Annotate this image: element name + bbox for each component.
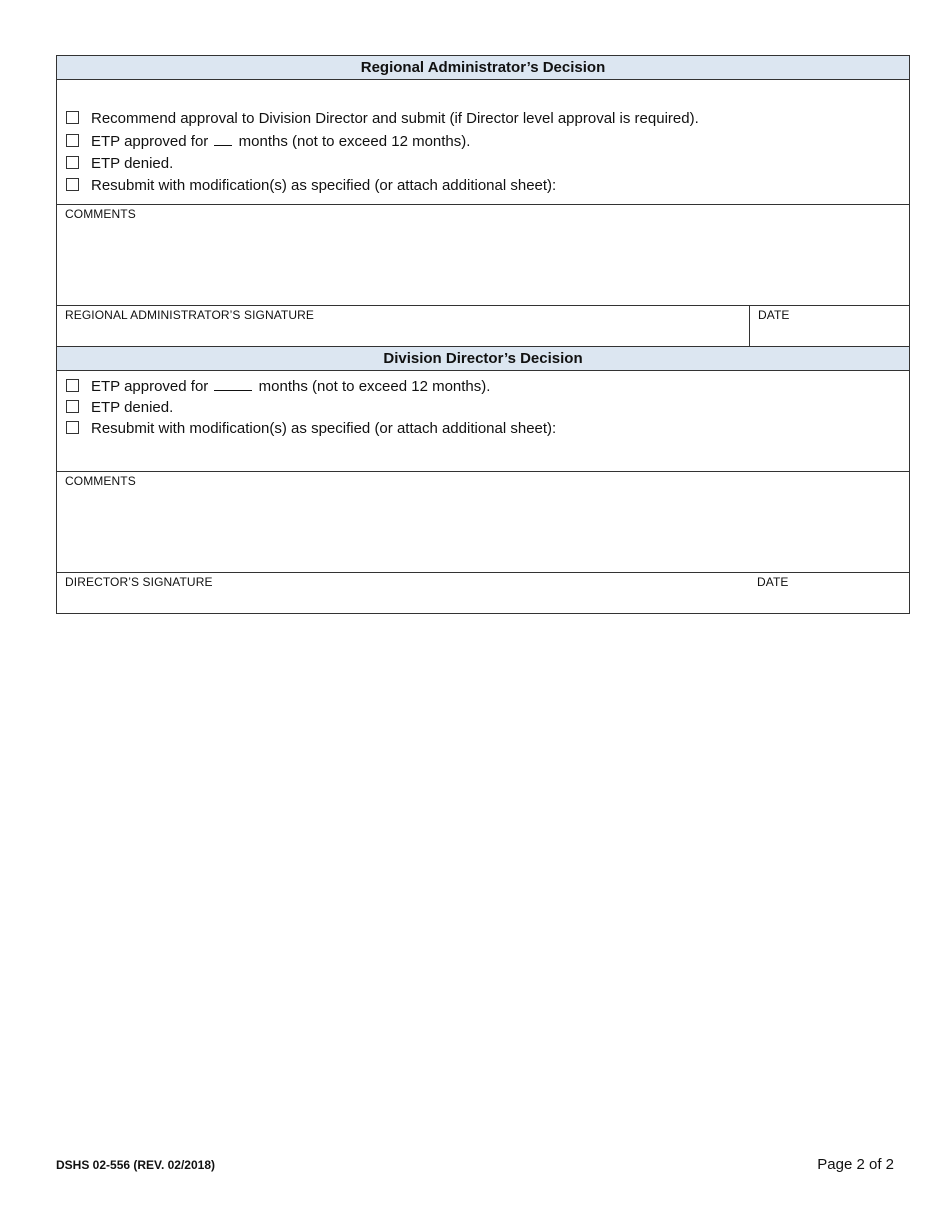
regional-signature-label: REGIONAL ADMINISTRATOR’S SIGNATURE [65, 308, 314, 322]
regional-options [57, 80, 909, 205]
director-decision-header: Division Director’s Decision [57, 347, 909, 371]
regional-option-denied [66, 153, 173, 174]
director-approved-suffix: months (not to exceed 12 months). [258, 378, 491, 395]
director-resubmit-label: Resubmit with modification(s) as specified (or attach additional sheet): [91, 420, 557, 437]
director-date-field[interactable] [749, 573, 909, 613]
regional-resubmit-label: Resubmit with modification(s) as specified (or attach additional sheet): [91, 177, 557, 194]
director-months-field[interactable] [214, 377, 252, 391]
regional-decision-header: Regional Administrator’s Decision [57, 56, 909, 80]
regional-denied-checkbox[interactable] [66, 156, 79, 169]
regional-signature-field[interactable] [57, 306, 749, 346]
director-options [57, 371, 909, 472]
regional-approved-checkbox[interactable] [66, 134, 79, 147]
regional-option-resubmit [66, 175, 556, 196]
regional-signature-row [57, 306, 909, 347]
regional-comments-label: COMMENTS [65, 207, 136, 221]
director-signature-label: DIRECTOR’S SIGNATURE [65, 575, 213, 589]
director-option-denied [66, 397, 173, 418]
page-number: Page 2 of 2 [817, 1156, 894, 1173]
director-date-label: DATE [757, 575, 789, 589]
regional-recommend-checkbox[interactable] [66, 111, 79, 124]
regional-date-field[interactable] [749, 306, 909, 346]
director-signature-row [57, 573, 909, 613]
regional-approved-prefix: ETP approved for [91, 133, 209, 150]
decision-form [56, 55, 910, 614]
director-denied-label: ETP denied. [91, 399, 174, 416]
regional-months-field[interactable] [214, 132, 232, 146]
regional-approved-suffix: months (not to exceed 12 months). [238, 133, 471, 150]
form-id: DSHS 02-556 (REV. 02/2018) [56, 1158, 215, 1172]
regional-option-recommend [66, 108, 699, 129]
director-denied-checkbox[interactable] [66, 400, 79, 413]
director-option-resubmit [66, 418, 556, 439]
director-approved-prefix: ETP approved for [91, 378, 209, 395]
regional-resubmit-checkbox[interactable] [66, 178, 79, 191]
regional-comments-field[interactable] [57, 205, 909, 306]
director-approved-checkbox[interactable] [66, 379, 79, 392]
director-resubmit-checkbox[interactable] [66, 421, 79, 434]
director-signature-field[interactable] [57, 573, 749, 613]
director-comments-field[interactable] [57, 472, 909, 573]
regional-denied-label: ETP denied. [91, 155, 174, 172]
director-comments-label: COMMENTS [65, 474, 136, 488]
director-option-approved [66, 376, 490, 397]
regional-option-approved [66, 131, 470, 152]
regional-date-label: DATE [758, 308, 790, 322]
regional-recommend-label: Recommend approval to Division Director and submit (if Director level approval is required). [91, 110, 699, 127]
